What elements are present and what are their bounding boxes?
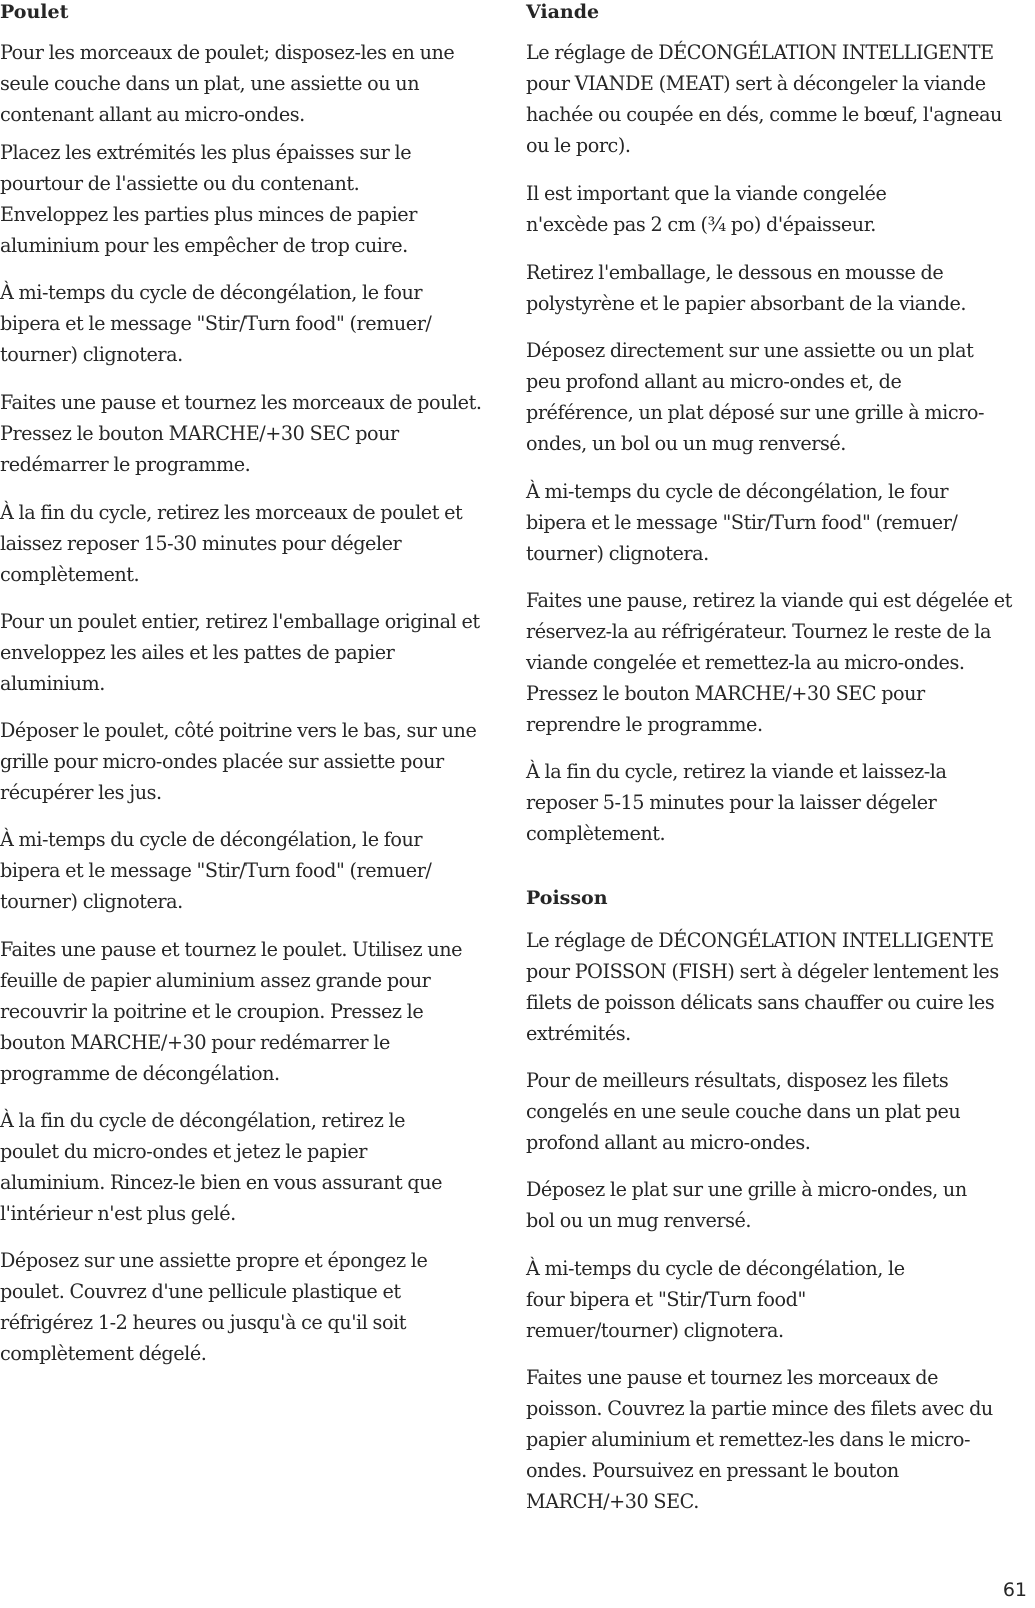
poulet-paragraph: Faites une pause et tournez le poulet. Utilisez une feuille de papier aluminium assez grande pour recouvrir la poitrine et le croupion. Pressez le bouton MARCHE/+30 pour redémarrer le programme de décongélation.	[0, 938, 463, 1085]
poulet-paragraph: Déposer le poulet, côté poitrine vers le bas, sur une grille pour micro-ondes placée sur assiette pour récupérer les jus.	[0, 719, 477, 804]
poisson-paragraph: Déposez le plat sur une grille à micro-ondes, un bol ou un mug renversé.	[526, 1178, 967, 1232]
poulet-paragraph: À mi-temps du cycle de décongélation, le four bipera et le message "Stir/Turn food" (remuer/ tourner) clignotera.	[0, 828, 432, 913]
section-heading-viande: Viande	[526, 1, 600, 23]
section-heading-poisson: Poisson	[526, 887, 608, 909]
poulet-paragraph: Déposez sur une assiette propre et épongez le poulet. Couvrez d'une pellicule plastique et réfrigérez 1-2 heures ou jusqu'à ce qu'il soit complètement dégelé.	[0, 1249, 428, 1365]
poisson-paragraph: Le réglage de DÉCONGÉLATION INTELLIGENTE pour POISSON (FISH) sert à dégeler lentement les filets de poisson délicats sans chauffer ou cuire les extrémités.	[526, 929, 999, 1045]
viande-paragraph: À la fin du cycle, retirez la viande et laissez-la reposer 5-15 minutes pour la laisser dégeler complètement.	[526, 760, 947, 845]
poulet-paragraph: Pour un poulet entier, retirez l'emballage original et enveloppez les ailes et les pattes de papier aluminium.	[0, 610, 480, 695]
poulet-paragraph: À mi-temps du cycle de décongélation, le four bipera et le message "Stir/Turn food" (remuer/ tourner) clignotera.	[0, 281, 432, 366]
poulet-paragraph: Faites une pause et tournez les morceaux de poulet. Pressez le bouton MARCHE/+30 SEC pour redémarrer le programme.	[0, 391, 482, 476]
poulet-paragraph: À la fin du cycle de décongélation, retirez le poulet du micro-ondes et jetez le papier aluminium. Rincez-le bien en vous assurant que l'intérieur n'est plus gelé.	[0, 1109, 443, 1225]
poulet-paragraph: À la fin du cycle, retirez les morceaux de poulet et laissez reposer 15-30 minutes pour dégeler complètement.	[0, 501, 463, 586]
viande-paragraph: Déposez directement sur une assiette ou un plat peu profond allant au micro-ondes et, de préférence, un plat déposé sur une grille à micro-ondes, un bol ou un mug renversé.	[526, 339, 984, 455]
poulet-paragraph: Pour les morceaux de poulet; disposez-les en une seule couche dans un plat, une assiette ou un contenant allant au micro-ondes.	[0, 41, 455, 126]
viande-paragraph: Il est important que la viande congelée n'excède pas 2 cm (¾ po) d'épaisseur.	[526, 182, 887, 236]
page-number: 61	[1002, 1579, 1027, 1601]
poisson-paragraph: À mi-temps du cycle de décongélation, le four bipera et "Stir/Turn food" remuer/tourner) clignotera.	[526, 1257, 905, 1342]
section-heading-poulet: Poulet	[0, 1, 69, 23]
viande-paragraph: Retirez l'emballage, le dessous en mousse de polystyrène et le papier absorbant de la viande.	[526, 261, 967, 315]
viande-paragraph: Faites une pause, retirez la viande qui est dégelée et réservez-la au réfrigérateur. Tournez le reste de la viande congelée et remettez-la au micro-ondes. Pressez le bouton MARCHE/+30 SEC pour reprendre le programme.	[526, 589, 1012, 736]
poulet-paragraph: Placez les extrémités les plus épaisses sur le pourtour de l'assiette ou du contenant. Enveloppez les parties plus minces de papier aluminium pour les empêcher de trop cuire.	[0, 141, 417, 257]
poisson-paragraph: Faites une pause et tournez les morceaux de poisson. Couvrez la partie mince des filets avec du papier aluminium et remettez-les dans le micro-ondes. Poursuivez en pressant le bouton MARCH/+30 SEC.	[526, 1366, 993, 1513]
viande-paragraph: À mi-temps du cycle de décongélation, le four bipera et le message "Stir/Turn food" (remuer/ tourner) clignotera.	[526, 480, 958, 565]
viande-paragraph: Le réglage de DÉCONGÉLATION INTELLIGENTE pour VIANDE (MEAT) sert à décongeler la viande hachée ou coupée en dés, comme le bœuf, l'agneau ou le porc).	[526, 41, 1002, 157]
poisson-paragraph: Pour de meilleurs résultats, disposez les filets congelés en une seule couche dans un plat peu profond allant au micro-ondes.	[526, 1069, 961, 1154]
